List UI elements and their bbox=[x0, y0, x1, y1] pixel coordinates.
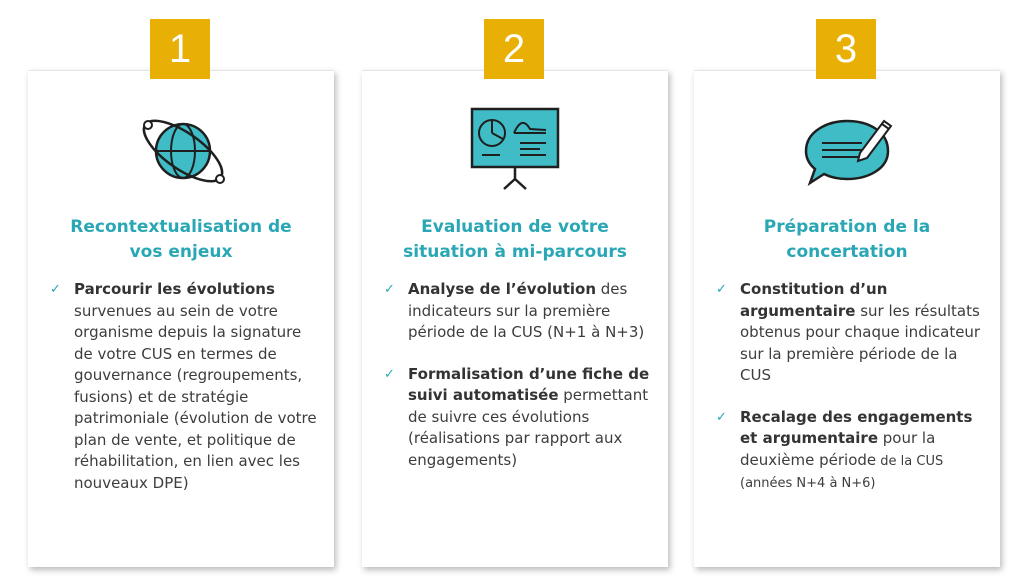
check-icon: ✓ bbox=[716, 282, 727, 297]
step-number-badge: 2 bbox=[484, 19, 544, 79]
check-icon: ✓ bbox=[384, 366, 395, 382]
bullet-list bbox=[50, 279, 320, 514]
check-icon: ✓ bbox=[50, 282, 61, 297]
step-card-1 bbox=[28, 27, 334, 567]
step-card-3 bbox=[694, 27, 1000, 567]
globe-orbit-icon bbox=[126, 103, 236, 193]
presentation-board-icon bbox=[460, 103, 570, 193]
card-title: Préparation de la concertation bbox=[763, 217, 931, 262]
check-icon: ✓ bbox=[716, 409, 727, 425]
card-title: Evaluation de votre situation à mi-parcours bbox=[403, 217, 627, 262]
speech-bubble-pen-icon bbox=[792, 103, 902, 193]
check-icon: ✓ bbox=[384, 282, 395, 297]
card-title: Recontextualisation de vos enjeux bbox=[70, 217, 292, 262]
step-card-2 bbox=[362, 27, 668, 567]
list-item: ✓ Parcourir les évolutions survenues au sein de votre organisme depuis la signature de votre CUS en termes de gouvernance (regroupements, fusions) et de stratégie patrimoniale (évolution de votre plan de vente, et politique de réhabilitation, en lien avec les nouveaux DPE) bbox=[50, 280, 317, 492]
bullet-list bbox=[716, 279, 986, 515]
list-item: ✓ Constitution d’un argumentaire sur les résultats obtenus pour chaque indicateur sur la première période de la CUS bbox=[716, 280, 981, 384]
list-item: ✓ Recalage des engagements et argumentaire pour la deuxième période de la CUS (années N+4 à N+6) bbox=[716, 407, 973, 491]
step-number-badge: 1 bbox=[150, 19, 210, 79]
step-number-badge: 3 bbox=[816, 19, 876, 79]
list-item: ✓ Analyse de l’évolution des indicateurs sur la première période de la CUS (N+1 à N+3) bbox=[384, 280, 645, 341]
bullet-list bbox=[384, 279, 654, 491]
list-item: ✓ Formalisation d’une fiche de suivi automatisée permettant de suivre ces évolutions (réalisations par rapport aux engagements) bbox=[384, 364, 650, 469]
